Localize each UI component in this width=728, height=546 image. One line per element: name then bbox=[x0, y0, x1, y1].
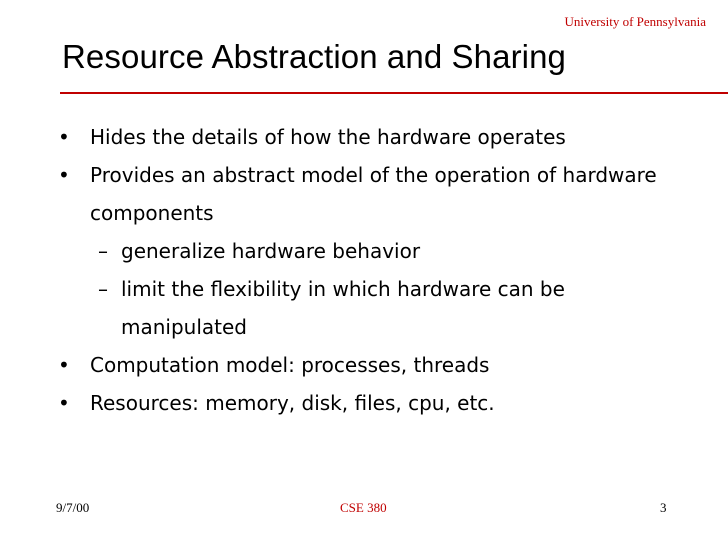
sub-bullet-text: generalize hardware behavior bbox=[121, 239, 421, 263]
sub-bullet-marker: – bbox=[98, 277, 108, 301]
bullet-marker: • bbox=[58, 391, 70, 415]
bullet-marker: • bbox=[58, 353, 70, 377]
sub-bullet-text: limit the flexibility in which hardware can be manipulated bbox=[121, 277, 565, 339]
footer-date: 9/7/00 bbox=[56, 500, 90, 515]
bullet-list bbox=[52, 118, 677, 422]
bullet-text: Provides an abstract model of the operation of hardware components bbox=[90, 163, 657, 225]
bullet-item bbox=[52, 156, 670, 232]
slide-title: Resource Abstraction and Sharing bbox=[62, 38, 567, 75]
bullet-text: Computation model: processes, threads bbox=[90, 353, 490, 377]
sub-bullet-item bbox=[52, 232, 677, 270]
header-organization: University of Pennsylvania bbox=[564, 14, 706, 29]
sub-bullet-marker: – bbox=[98, 239, 108, 263]
footer-course: CSE 380 bbox=[340, 500, 387, 515]
sub-bullet-item bbox=[52, 270, 677, 346]
bullet-item bbox=[52, 346, 670, 384]
bullet-text: Hides the details of how the hardware operates bbox=[90, 125, 566, 149]
bullet-item bbox=[52, 118, 670, 156]
bullet-item bbox=[52, 384, 670, 422]
bullet-marker: • bbox=[58, 163, 70, 187]
bullet-marker: • bbox=[58, 125, 70, 149]
bullet-text: Resources: memory, disk, files, cpu, etc. bbox=[90, 391, 495, 415]
footer-page-number: 3 bbox=[660, 500, 667, 515]
title-divider bbox=[60, 92, 728, 94]
